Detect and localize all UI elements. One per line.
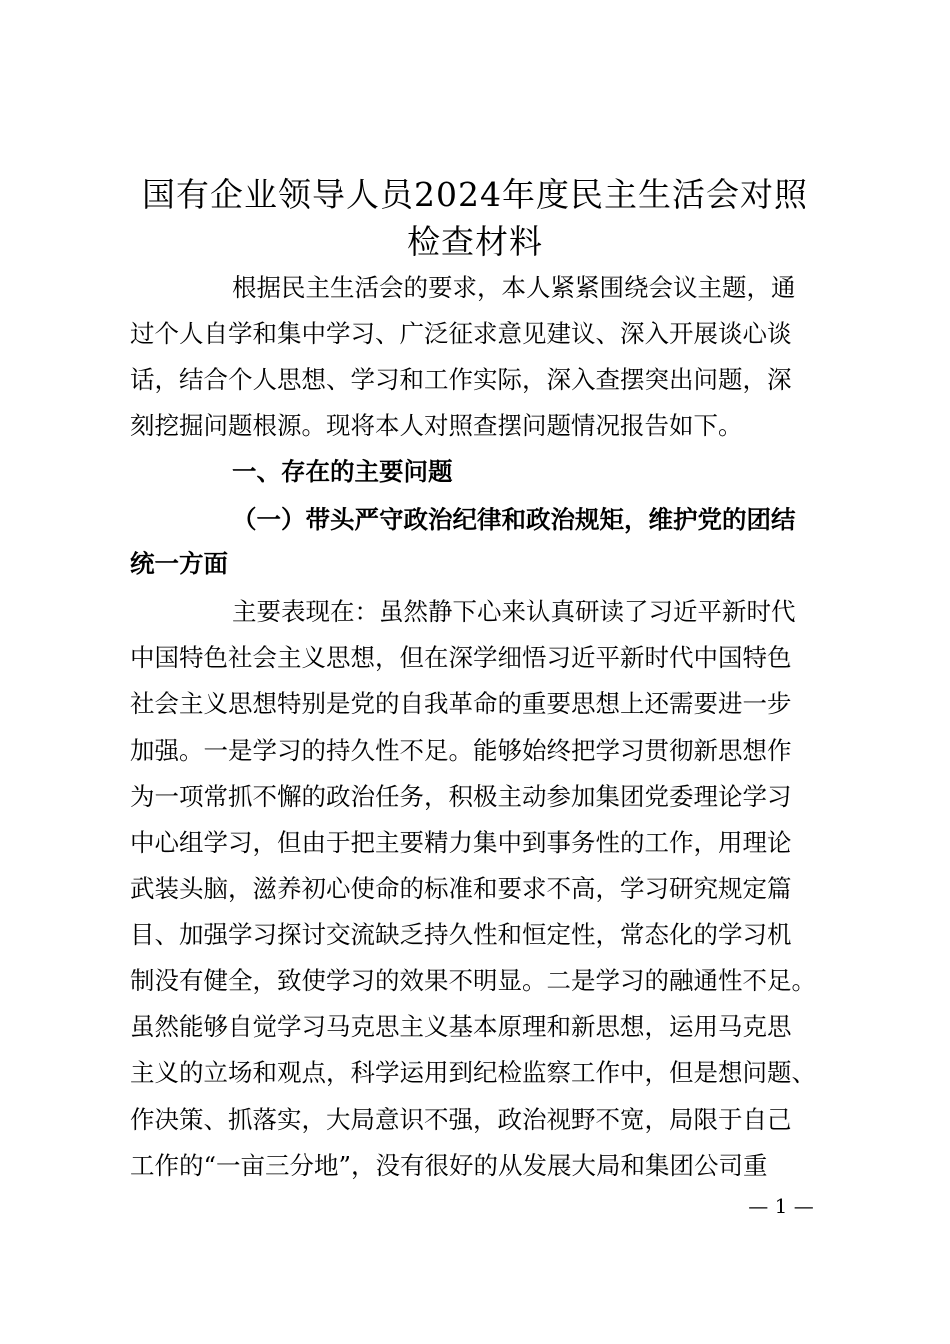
intro-line-2: 过个人自学和集中学习、广泛征求意见建议、深入开展谈心谈 bbox=[130, 319, 792, 348]
section-heading: 一、存在的主要问题 bbox=[232, 457, 453, 486]
body-line-10: 虽然能够自觉学习马克思主义基本原理和新思想，运用马克思 bbox=[130, 1012, 792, 1041]
document-title-line-2: 检查材料 bbox=[407, 222, 543, 261]
intro-line-1: 根据民主生活会的要求，本人紧紧围绕会议主题，通 bbox=[232, 273, 796, 302]
body-line-9: 制没有健全，致使学习的效果不明显。二是学习的融通性不足。 bbox=[130, 966, 816, 995]
body-line-13: 工作的“一亩三分地”，没有很好的从发展大局和集团公司重 bbox=[130, 1151, 768, 1180]
page-number: — 1 — bbox=[748, 1194, 814, 1218]
body-line-1: 主要表现在：虽然静下心来认真研读了习近平新时代 bbox=[232, 597, 796, 626]
intro-line-4: 刻挖掘问题根源。现将本人对照查摆问题情况报告如下。 bbox=[130, 411, 743, 440]
body-line-11: 主义的立场和观点，科学运用到纪检监察工作中，但是想问题、 bbox=[130, 1058, 816, 1087]
subsection-heading-line-1: （一）带头严守政治纪律和政治规矩，维护党的团结 bbox=[232, 505, 796, 534]
intro-line-3: 话，结合个人思想、学习和工作实际，深入查摆突出问题，深 bbox=[130, 365, 792, 394]
body-line-7: 武装头脑，滋养初心使命的标准和要求不高，学习研究规定篇 bbox=[130, 874, 792, 903]
body-line-12: 作决策、抓落实，大局意识不强，政治视野不宽，局限于自己 bbox=[130, 1105, 792, 1134]
body-line-3: 社会主义思想特别是党的自我革命的重要思想上还需要进一步 bbox=[130, 689, 792, 718]
body-line-6: 中心组学习，但由于把主要精力集中到事务性的工作，用理论 bbox=[130, 828, 792, 857]
body-line-4: 加强。一是学习的持久性不足。能够始终把学习贯彻新思想作 bbox=[130, 736, 792, 765]
body-line-8: 目、加强学习探讨交流缺乏持久性和恒定性，常态化的学习机 bbox=[130, 920, 792, 949]
body-line-2: 中国特色社会主义思想，但在深学细悟习近平新时代中国特色 bbox=[130, 643, 792, 672]
subsection-heading-line-2: 统一方面 bbox=[130, 549, 228, 578]
body-line-5: 为一项常抓不懈的政治任务，积极主动参加集团党委理论学习 bbox=[130, 782, 792, 811]
document-title-line-1: 国有企业领导人员2024年度民主生活会对照 bbox=[142, 175, 808, 214]
